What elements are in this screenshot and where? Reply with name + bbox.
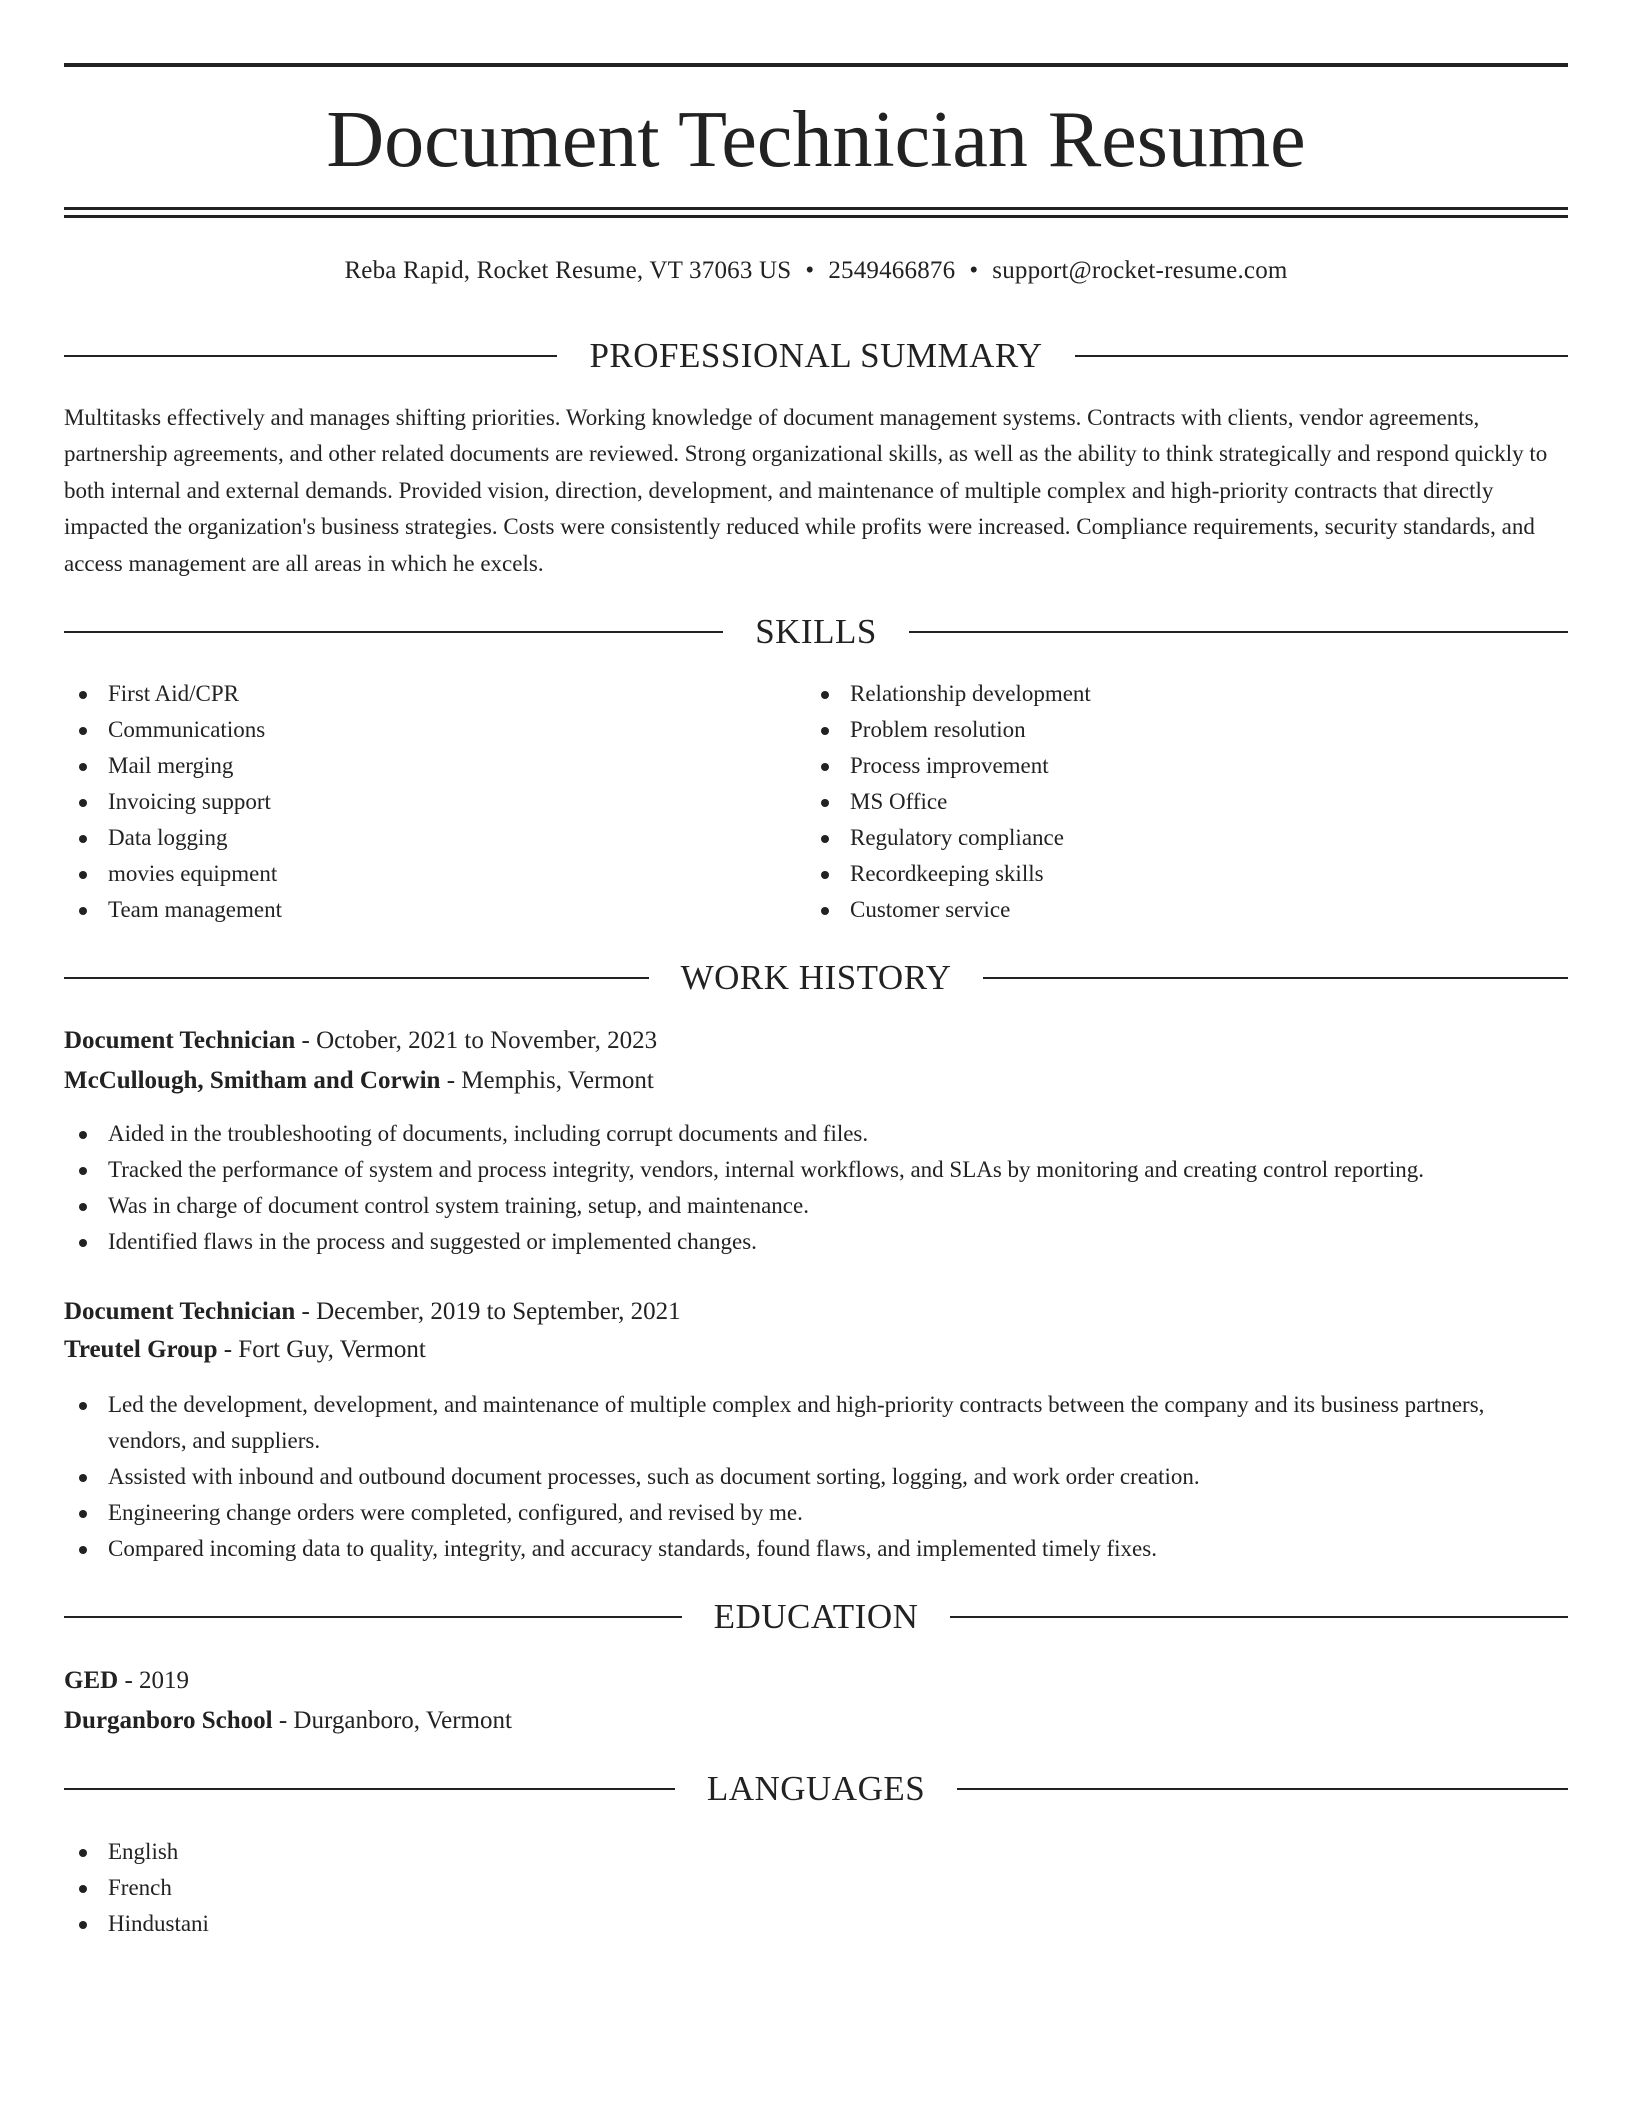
section-title: EDUCATION [713, 1597, 919, 1636]
contact-separator: • [805, 257, 815, 284]
education-school: Durganboro School [64, 1707, 273, 1734]
top-rule [64, 63, 1568, 67]
job-company: McCullough, Smitham and Corwin [64, 1067, 441, 1094]
contact-line [64, 255, 1568, 287]
heading-rule [957, 1788, 1568, 1790]
heading-rule [64, 977, 649, 979]
job-company: Treutel Group [64, 1336, 218, 1363]
language-item: French [64, 1870, 664, 1906]
language-item: English [64, 1834, 664, 1870]
contact-phone: 2549466876 [828, 257, 956, 284]
education-degree-line [64, 1664, 1568, 1698]
section-title: PROFESSIONAL SUMMARY [589, 336, 1043, 375]
heading-rule [983, 977, 1568, 979]
title-rule-lower [64, 215, 1568, 218]
job-company-line [64, 1333, 1568, 1367]
page-title: Document Technician Resume [326, 96, 1306, 184]
job-dates: - December, 2019 to September, 2021 [295, 1298, 681, 1325]
job-company-line [64, 1064, 1568, 1098]
job-bullet: Compared incoming data to quality, integrity, and accuracy standards, found flaws, and implemented timely fixes. [64, 1531, 1544, 1567]
heading-rule [1075, 355, 1568, 357]
heading-rule [64, 1616, 682, 1618]
skill-item: Relationship development [806, 676, 1506, 712]
job-bullet: Led the development, development, and maintenance of multiple complex and high-priority contracts between the company and its business partners, vendors, and suppliers. [64, 1387, 1544, 1459]
job-location: - Memphis, Vermont [440, 1067, 654, 1094]
contact-separator: • [969, 257, 979, 284]
skill-item: movies equipment [64, 856, 764, 892]
section-heading-work-history [64, 958, 1568, 998]
job-bullet: Engineering change orders were completed, configured, and revised by me. [64, 1495, 1544, 1531]
job-bullet: Was in charge of document control system training, setup, and maintenance. [64, 1188, 1568, 1224]
contact-email: support@rocket-resume.com [992, 257, 1288, 284]
heading-rule [909, 631, 1568, 633]
education-school-line [64, 1704, 1568, 1738]
job-bullet: Identified flaws in the process and suggested or implemented changes. [64, 1224, 1568, 1260]
skill-item: MS Office [806, 784, 1506, 820]
section-title: SKILLS [755, 612, 877, 651]
skill-item: Regulatory compliance [806, 820, 1506, 856]
languages-list [64, 1834, 664, 1942]
skill-item: Problem resolution [806, 712, 1506, 748]
job-bullet: Aided in the troubleshooting of documents, including corrupt documents and files. [64, 1116, 1568, 1152]
section-title: WORK HISTORY [680, 958, 952, 997]
job-bullet: Tracked the performance of system and process integrity, vendors, internal workflows, and SLAs by monitoring and creating control reporting. [64, 1152, 1568, 1188]
section-heading-education [64, 1597, 1568, 1637]
skill-item: Team management [64, 892, 764, 928]
job-bullet-list [64, 1387, 1544, 1567]
education-location: - Durganboro, Vermont [272, 1707, 512, 1734]
job-title-line [64, 1295, 1568, 1329]
skills-list-left [64, 676, 764, 928]
skill-item: Communications [64, 712, 764, 748]
summary-text: Multitasks effectively and manages shifting priorities. Working knowledge of document management systems. Contracts with clients, vendor agreements, partnership agreements, and other related documents are reviewed. Strong organizational skills, as well as the ability to think strategically and respond quickly to both internal and external demands. Provided vision, direction, development, and maintenance of multiple complex and high-priority contracts that directly impacted the organization's business strategies. Costs were consistently reduced while profits were increased. Compliance requirements, security standards, and access management are all areas in which he excels. [64, 405, 1548, 576]
title-rule-upper [64, 207, 1568, 210]
job-title: Document Technician [64, 1027, 296, 1054]
skill-item: Mail merging [64, 748, 764, 784]
skill-item: Process improvement [806, 748, 1506, 784]
skill-item: First Aid/CPR [64, 676, 764, 712]
section-title: LANGUAGES [706, 1769, 926, 1808]
job-bullet: Assisted with inbound and outbound document processes, such as document sorting, logging, and work order creation. [64, 1459, 1544, 1495]
job-location: - Fort Guy, Vermont [217, 1336, 426, 1363]
heading-rule [950, 1616, 1568, 1618]
education-year: - 2019 [118, 1667, 190, 1694]
section-heading-summary [64, 336, 1568, 376]
heading-rule [64, 355, 557, 357]
contact-address: Reba Rapid, Rocket Resume, VT 37063 US [344, 257, 792, 284]
section-heading-skills [64, 612, 1568, 652]
heading-rule [64, 1788, 675, 1790]
language-item: Hindustani [64, 1906, 664, 1942]
skill-item: Customer service [806, 892, 1506, 928]
skills-list-right [806, 676, 1506, 928]
skill-item: Invoicing support [64, 784, 764, 820]
section-heading-languages [64, 1769, 1568, 1809]
education-degree: GED [64, 1667, 119, 1694]
job-bullet-list [64, 1116, 1568, 1260]
job-title-line [64, 1024, 1568, 1058]
skill-item: Recordkeeping skills [806, 856, 1506, 892]
skill-item: Data logging [64, 820, 764, 856]
job-dates: - October, 2021 to November, 2023 [295, 1027, 658, 1054]
job-title: Document Technician [64, 1298, 296, 1325]
heading-rule [64, 631, 723, 633]
